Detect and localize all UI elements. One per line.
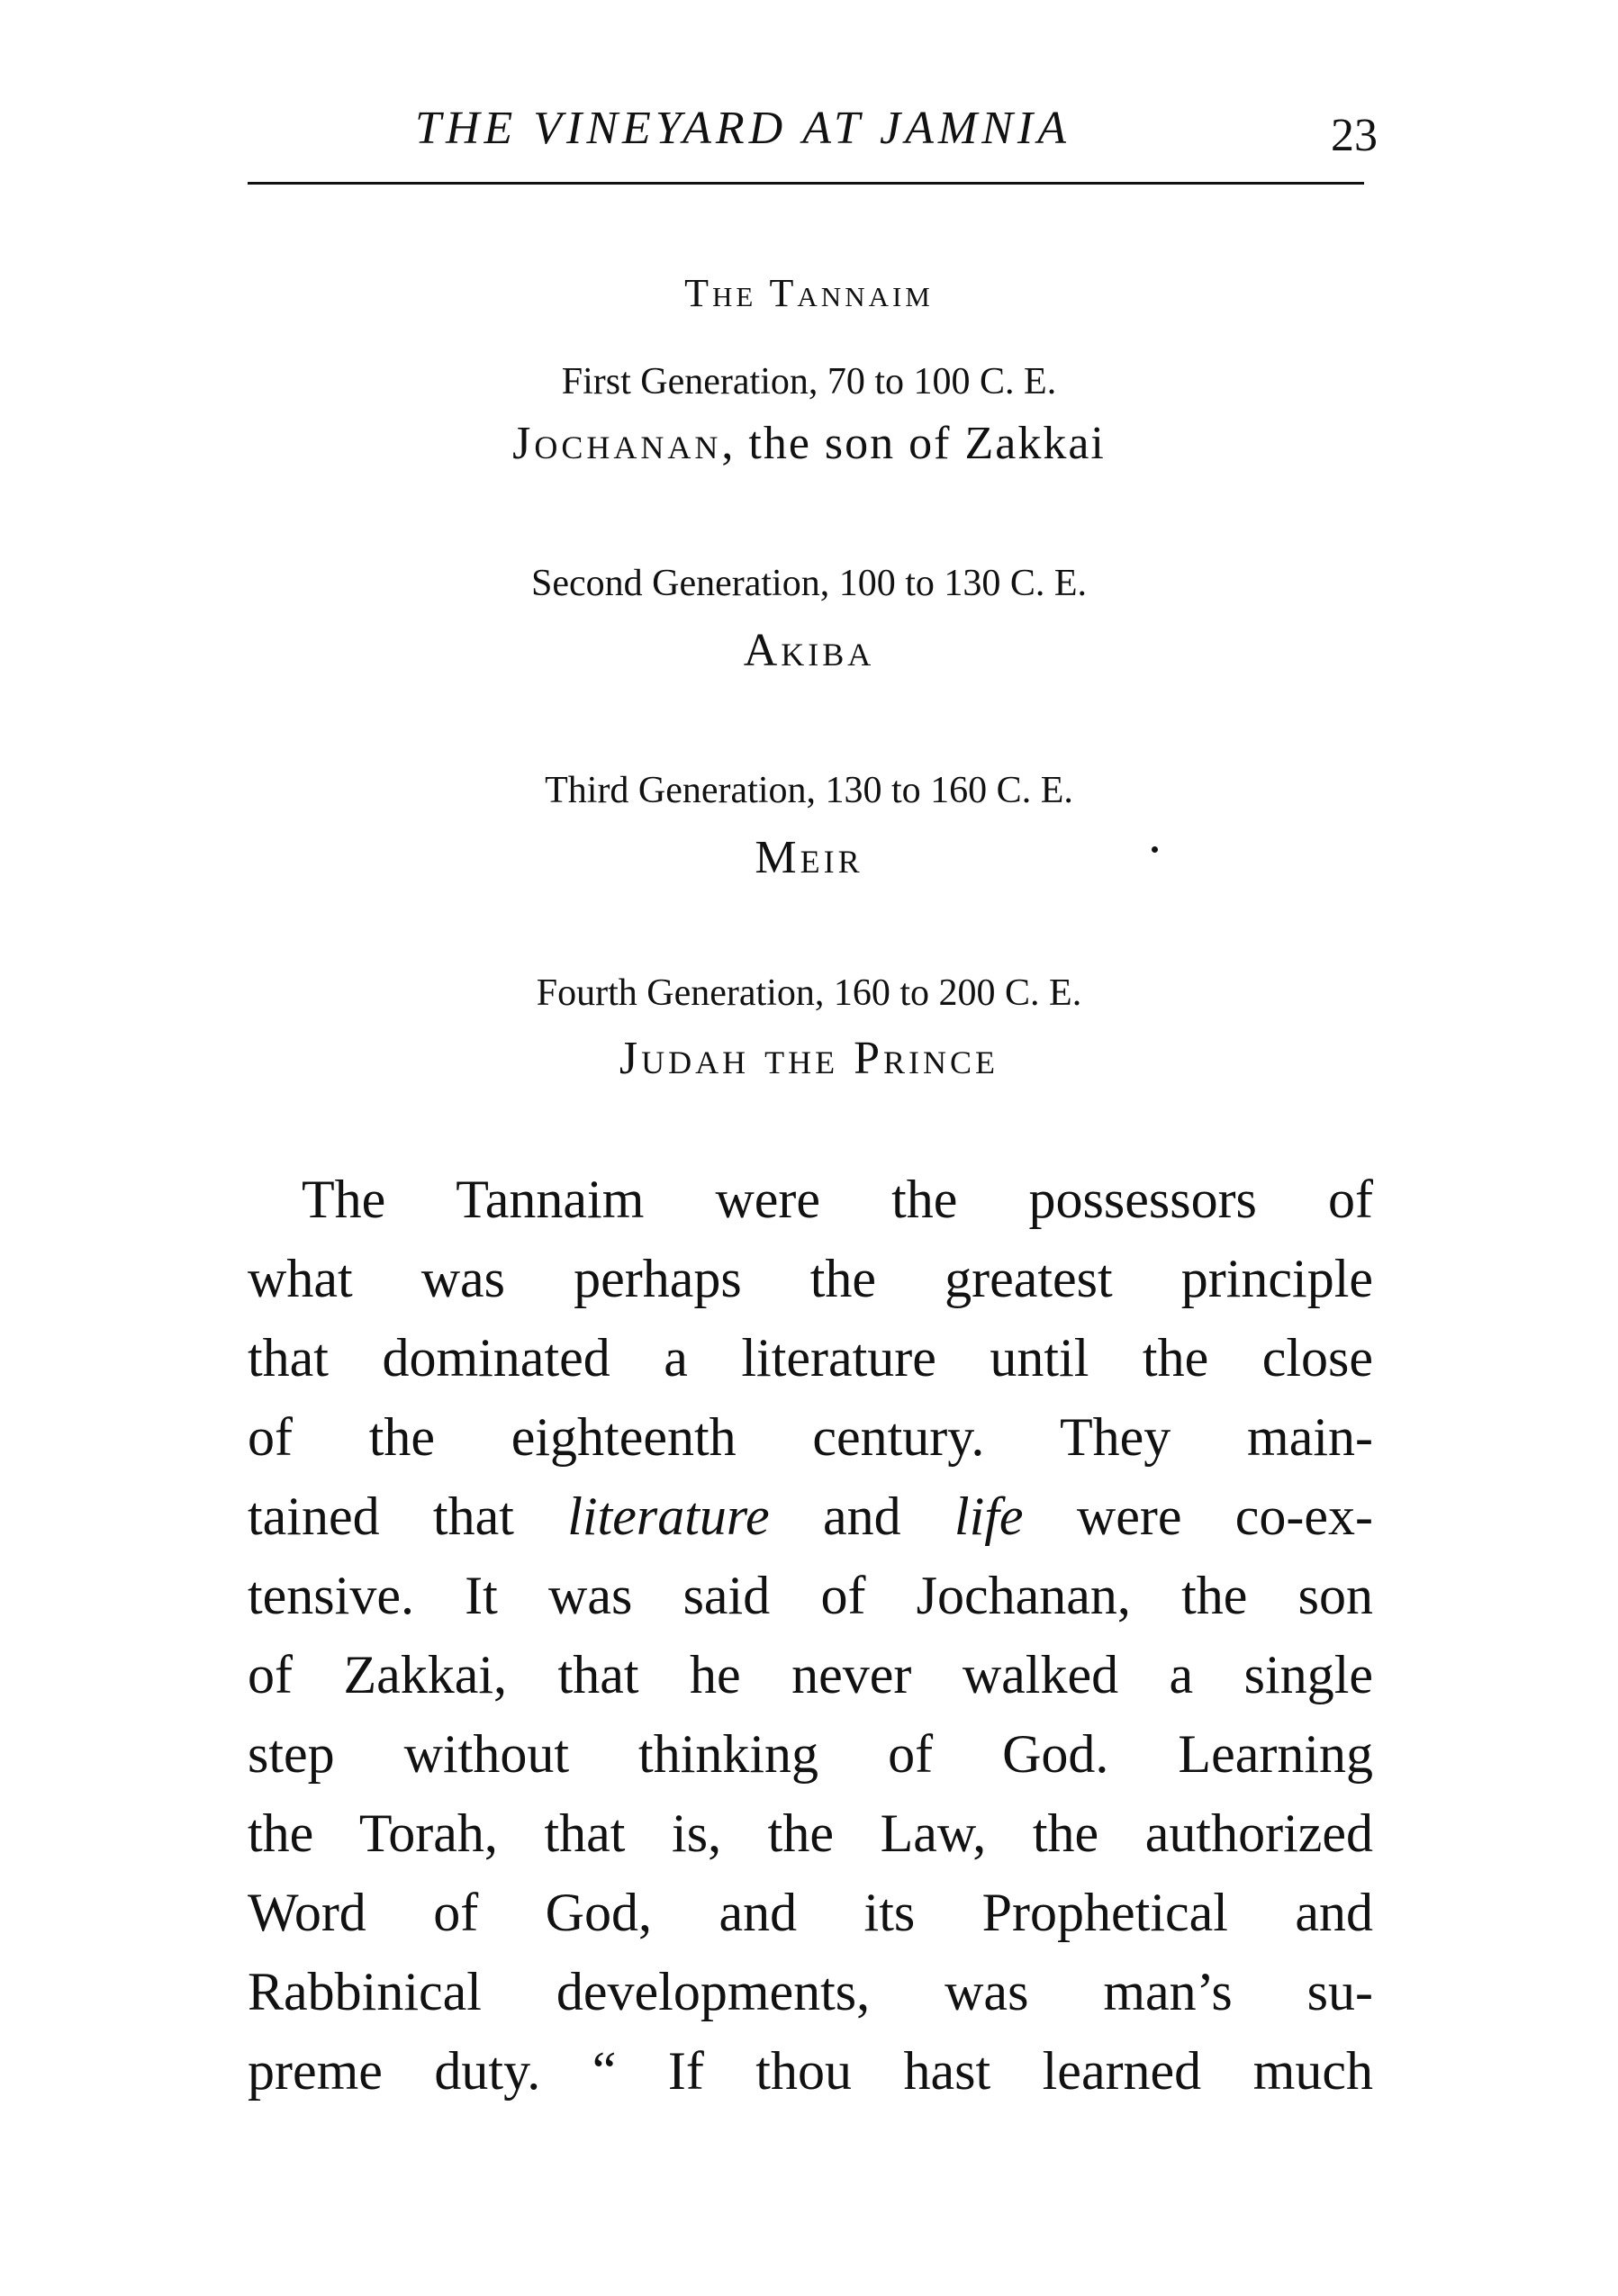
header-rule [248, 182, 1364, 185]
generation-2-name-caps: Akiba [743, 625, 875, 676]
generation-1-label: First Generation, 70 to 100 C. E. [561, 361, 1057, 402]
generation-3-label: Third Generation, 130 to 160 C. E. [545, 770, 1073, 811]
generation-2-label: Second Generation, 100 to 130 C. E. [530, 563, 1088, 604]
generation-1-name-rest: , the son of Zakkai [721, 418, 1106, 469]
generation-3-name [0, 828, 1618, 888]
generation-3-name-caps: Meir [755, 832, 863, 883]
body-line: tensive. It was said of Jochanan, the son [248, 1566, 1373, 1625]
body-line: what was perhaps the greatest principle [248, 1249, 1373, 1308]
generation-4-label: Fourth Generation, 160 to 200 C. E. [536, 972, 1082, 1014]
body-line: The Tannaim were the possessors of [302, 1170, 1373, 1229]
body-line: Word of God, and its Prophetical and [248, 1883, 1373, 1942]
body-text-segment: tained that [248, 1487, 568, 1546]
running-head [248, 97, 1378, 169]
body-text-segment: and [769, 1487, 954, 1546]
page-number: 23 [1331, 110, 1378, 161]
italic-term-literature: literature [567, 1487, 770, 1546]
running-title: THE VINEYARD AT JAMNIA [415, 103, 1071, 154]
generation-1-name-caps: Jochanan [512, 418, 722, 469]
body-line-with-italics [248, 1477, 1373, 1556]
body-line: that dominated a literature until the close [248, 1328, 1373, 1388]
body-line: of Zakkai, that he never walked a single [248, 1645, 1373, 1704]
section-title: The Tannaim [684, 271, 934, 315]
body-line: step without thinking of God. Learning [248, 1724, 1373, 1784]
generation-2-name [0, 621, 1618, 681]
body-line: the Torah, that is, the Law, the authorized [248, 1803, 1373, 1863]
generation-1-name [0, 414, 1618, 474]
body-line: preme duty. “ If thou hast learned much [248, 2041, 1373, 2101]
print-speck [1152, 846, 1158, 853]
body-line: Rabbinical developments, was man’s su- [248, 1962, 1373, 2021]
generation-4-name [0, 1029, 1618, 1089]
body-line: of the eighteenth century. They main- [248, 1407, 1373, 1467]
italic-term-life: life [954, 1487, 1024, 1546]
body-paragraph [248, 1160, 1373, 2111]
body-text-segment: were co-ex- [1023, 1487, 1373, 1546]
generation-4-name-caps: Judah the Prince [619, 1033, 999, 1084]
